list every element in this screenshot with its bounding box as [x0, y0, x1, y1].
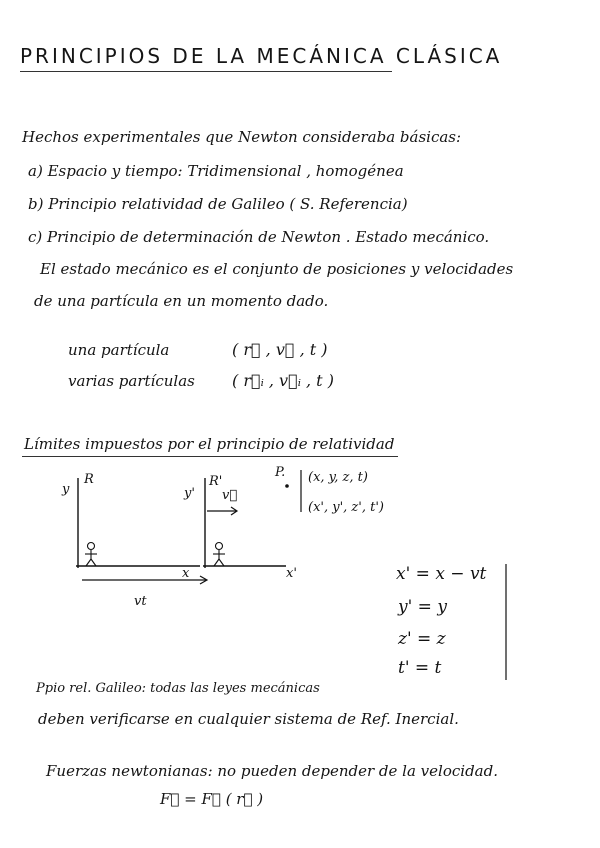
coords-r: (x, y, z, t) [308, 470, 368, 485]
item-c-line3: de una partícula en un momento dado. [34, 292, 329, 310]
frame-r-label: R [84, 472, 94, 487]
axis-yp-label: y' [184, 486, 195, 501]
one-particle-tuple: ( r⃗ , v⃗ , t ) [232, 340, 328, 359]
axis-y-label: y [62, 482, 70, 497]
section2-heading: Límites impuestos por el principio de relatividad [24, 435, 395, 453]
axis-xp-label: x' [286, 566, 297, 581]
item-c-line2: El estado mecánico es el conjunto de posiciones y velocidades [40, 260, 514, 278]
transform-eq-y: y' = y [398, 597, 447, 617]
velocity-label: v⃗ [222, 488, 238, 503]
transform-eq-x: x' = x − vt [396, 564, 487, 584]
item-a: a) Espacio y tiempo: Tridimensional , homogénea [28, 162, 404, 180]
item-c: c) Principio de determinación de Newton . Estado mecánico. [28, 228, 490, 246]
transform-eq-t: t' = t [398, 658, 442, 678]
one-particle-label: una partícula [68, 341, 170, 359]
point-p-dot [285, 484, 289, 488]
page-title: PRINCIPIOS DE LA MECÁNICA CLÁSICA [20, 44, 503, 68]
many-particles-tuple: ( r⃗ᵢ , v⃗ᵢ , t ) [232, 371, 334, 390]
coords-rp: (x', y', z', t') [308, 500, 384, 515]
observer-r-figure [85, 543, 97, 567]
galileo-line1: Ppio rel. Galileo: todas las leyes mecánicas [36, 681, 320, 696]
point-p-label: P. [275, 465, 286, 480]
displacement-label: vt [134, 594, 147, 609]
many-particles-label: varias partículas [68, 372, 195, 390]
transform-eq-z: z' = z [398, 629, 446, 649]
forces-formula: F⃗ = F⃗ ( r⃗ ) [160, 790, 264, 808]
item-b: b) Principio relatividad de Galileo ( S. Referencia) [28, 195, 408, 213]
galileo-line2: deben verificarse en cualquier sistema de Ref. Inercial. [38, 710, 459, 728]
intro-heading: Hechos experimentales que Newton consideraba básicas: [22, 128, 462, 146]
frame-rp-label: R' [209, 474, 223, 489]
observer-rp-figure [213, 543, 225, 567]
axis-x-label: x [182, 566, 190, 581]
forces-line1: Fuerzas newtonianas: no pueden depender de la velocidad. [46, 762, 498, 780]
